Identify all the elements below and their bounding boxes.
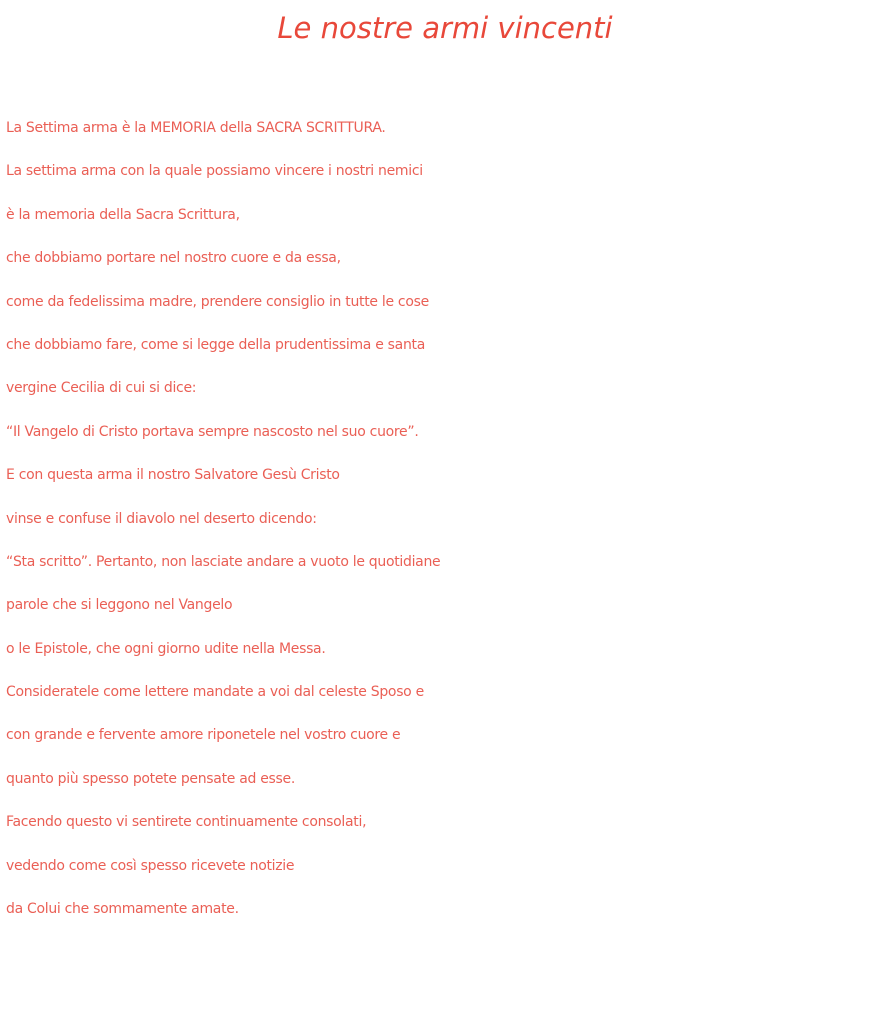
text-line: La settima arma con la quale possiamo vincere i nostri nemici [6, 163, 423, 180]
text-line: La Settima arma è la MEMORIA della SACRA SCRITTURA. [6, 120, 386, 136]
text-line: vergine Cecilia di cui si dice: [6, 380, 197, 397]
text-line: Consideratele come lettere mandate a voi dal celeste Sposo e [6, 684, 424, 701]
text-line: vedendo come così spesso ricevete notizie [6, 857, 295, 874]
text-line: Facendo questo vi sentirete continuamente consolati, [6, 814, 367, 831]
text-line: “Sta scritto”. Pertanto, non lasciate andare a vuoto le quotidiane [6, 553, 441, 570]
text-line: che dobbiamo portare nel nostro cuore e da essa, [6, 250, 341, 267]
text-line: “Il Vangelo di Cristo portava sempre nascosto nel suo cuore”. [6, 423, 419, 440]
text-line: vinse e confuse il diavolo nel deserto dicendo: [6, 510, 317, 527]
text-line: da Colui che sommamente amate. [6, 901, 239, 918]
page-title: Le nostre armi vincenti [277, 11, 613, 45]
text-body [6, 107, 890, 931]
text-line: è la memoria della Sacra Scrittura, [6, 206, 240, 223]
text-line: o le Epistole, che ogni giorno udite nella Messa. [6, 640, 326, 657]
text-line: che dobbiamo fare, come si legge della prudentissima e santa [6, 336, 425, 353]
text-line: come da fedelissima madre, prendere consiglio in tutte le cose [6, 293, 429, 310]
text-line: parole che si leggono nel Vangelo [6, 597, 233, 614]
text-line: quanto più spesso potete pensate ad esse. [6, 770, 296, 787]
text-line: con grande e fervente amore riponetele nel vostro cuore e [6, 727, 401, 744]
text-line: E con questa arma il nostro Salvatore Gesù Cristo [6, 467, 340, 484]
